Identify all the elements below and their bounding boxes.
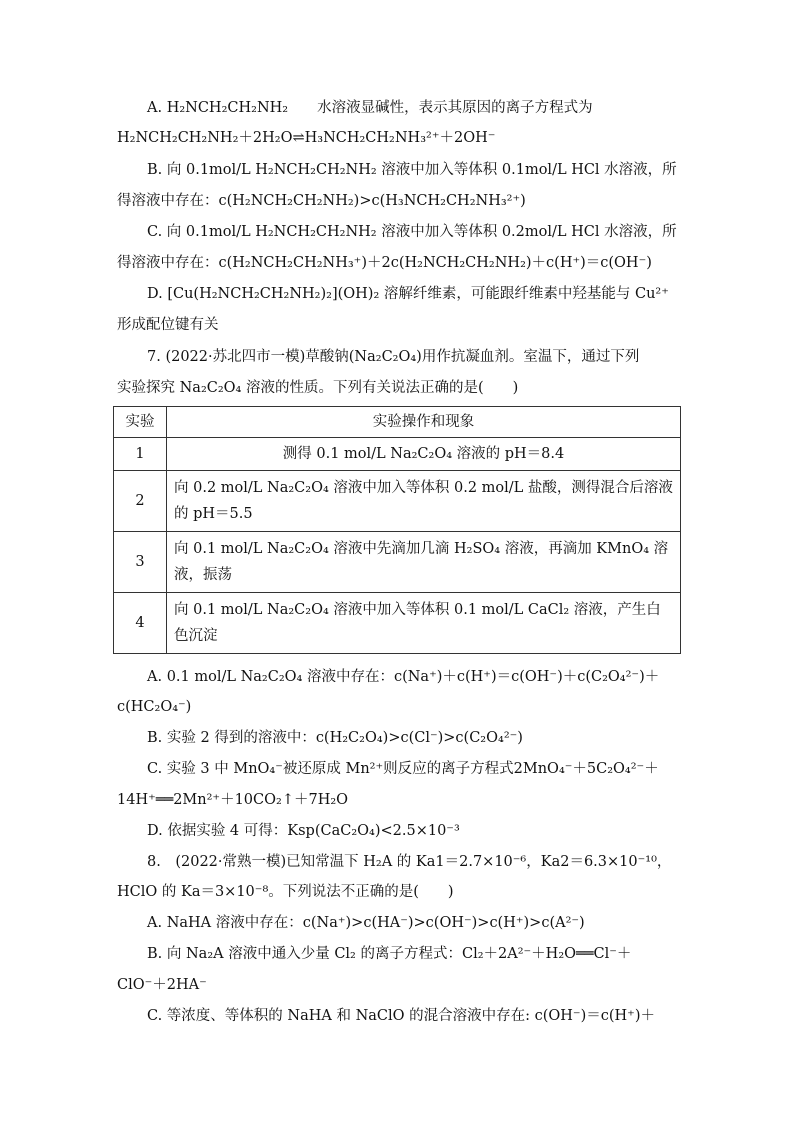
text-line: A. H₂NCH₂CH₂NH₂ 水溶液显碱性，表示其原因的离子方程式为 [147,100,593,116]
experiment-number: 2 [114,471,167,532]
option-line: C. 等浓度、等体积的 NaHA 和 NaClO 的混合溶液中存在: c(OH⁻)＝c(H⁺)＋ [147,1008,655,1024]
table-row [114,471,681,532]
question-8-stem: HClO 的 Ka＝3×10⁻⁸。下列说法不正确的是( ) [117,884,454,900]
text-line: C. 向 0.1mol/L H₂NCH₂CH₂NH₂ 溶液中加入等体积 0.2mol/L HCl 水溶液，所 [147,224,677,240]
text-line: 形成配位键有关 [117,317,219,333]
experiment-table [113,406,681,654]
option-line: C. 实验 3 中 MnO₄⁻被还原成 Mn²⁺则反应的离子方程式2MnO₄⁻＋5C₂O₄²⁻＋ [147,761,659,777]
experiment-description: 测得 0.1 mol/L Na₂C₂O₄ 溶液的 pH＝8.4 [167,438,681,471]
text-line: 得溶液中存在：c(H₂NCH₂CH₂NH₃⁺)＋2c(H₂NCH₂CH₂NH₂)＋c(H⁺)＝c(OH⁻) [117,255,652,271]
table-header-cell: 实验 [114,407,167,438]
table-row [114,438,681,471]
experiment-description: 向 0.1 mol/L Na₂C₂O₄ 溶液中先滴加几滴 H₂SO₄ 溶液，再滴加 KMnO₄ 溶液，振荡 [167,532,681,593]
table-row [114,532,681,593]
question-7-stem: 7. (2022·苏北四市一模)草酸钠(Na₂C₂O₄)用作抗凝血剂。室温下，通过下列 [147,349,640,365]
experiment-number: 4 [114,593,167,654]
option-line: B. 实验 2 得到的溶液中：c(H₂C₂O₄)>c(Cl⁻)>c(C₂O₄²⁻) [147,730,523,746]
option-line: ClO⁻＋2HA⁻ [117,977,207,993]
option-line: A. 0.1 mol/L Na₂C₂O₄ 溶液中存在：c(Na⁺)＋c(H⁺)＝c(OH⁻)＋c(C₂O₄²⁻)＋ [147,669,660,685]
text-line: B. 向 0.1mol/L H₂NCH₂CH₂NH₂ 溶液中加入等体积 0.1mol/L HCl 水溶液，所 [147,162,677,178]
experiment-description: 向 0.2 mol/L Na₂C₂O₄ 溶液中加入等体积 0.2 mol/L 盐酸，测得混合后溶液的 pH＝5.5 [167,471,681,532]
option-line: A. NaHA 溶液中存在：c(Na⁺)>c(HA⁻)>c(OH⁻)>c(H⁺)>c(A²⁻) [147,915,585,931]
option-line: D. 依据实验 4 可得：Ksp(CaC₂O₄)<2.5×10⁻³ [147,823,460,839]
text-line: 得溶液中存在：c(H₂NCH₂CH₂NH₂)>c(H₃NCH₂CH₂NH₃²⁺) [117,193,526,209]
experiment-description: 向 0.1 mol/L Na₂C₂O₄ 溶液中加入等体积 0.1 mol/L CaCl₂ 溶液，产生白色沉淀 [167,593,681,654]
table-row [114,593,681,654]
text-line: H₂NCH₂CH₂NH₂＋2H₂O⇌H₃NCH₂CH₂NH₃²⁺＋2OH⁻ [117,130,496,146]
question-7-stem: 实验探究 Na₂C₂O₄ 溶液的性质。下列有关说法正确的是( ) [117,380,519,396]
text-line: D. [Cu(H₂NCH₂CH₂NH₂)₂](OH)₂ 溶解纤维素，可能跟纤维素中羟基能与 Cu²⁺ [147,286,669,302]
option-line: 14H⁺══2Mn²⁺＋10CO₂↑＋7H₂O [117,792,349,808]
option-line: c(HC₂O₄⁻) [117,699,192,715]
table-header-cell: 实验操作和现象 [167,407,681,438]
experiment-number: 1 [114,438,167,471]
question-8-stem: 8. (2022·常熟一模)已知常温下 H₂A 的 Ka1＝2.7×10⁻⁶，Ka2＝6.3×10⁻¹⁰， [147,854,672,870]
table-header-row [114,407,681,438]
option-line: B. 向 Na₂A 溶液中通入少量 Cl₂ 的离子方程式：Cl₂＋2A²⁻＋H₂O══Cl⁻＋ [147,946,632,962]
experiment-number: 3 [114,532,167,593]
